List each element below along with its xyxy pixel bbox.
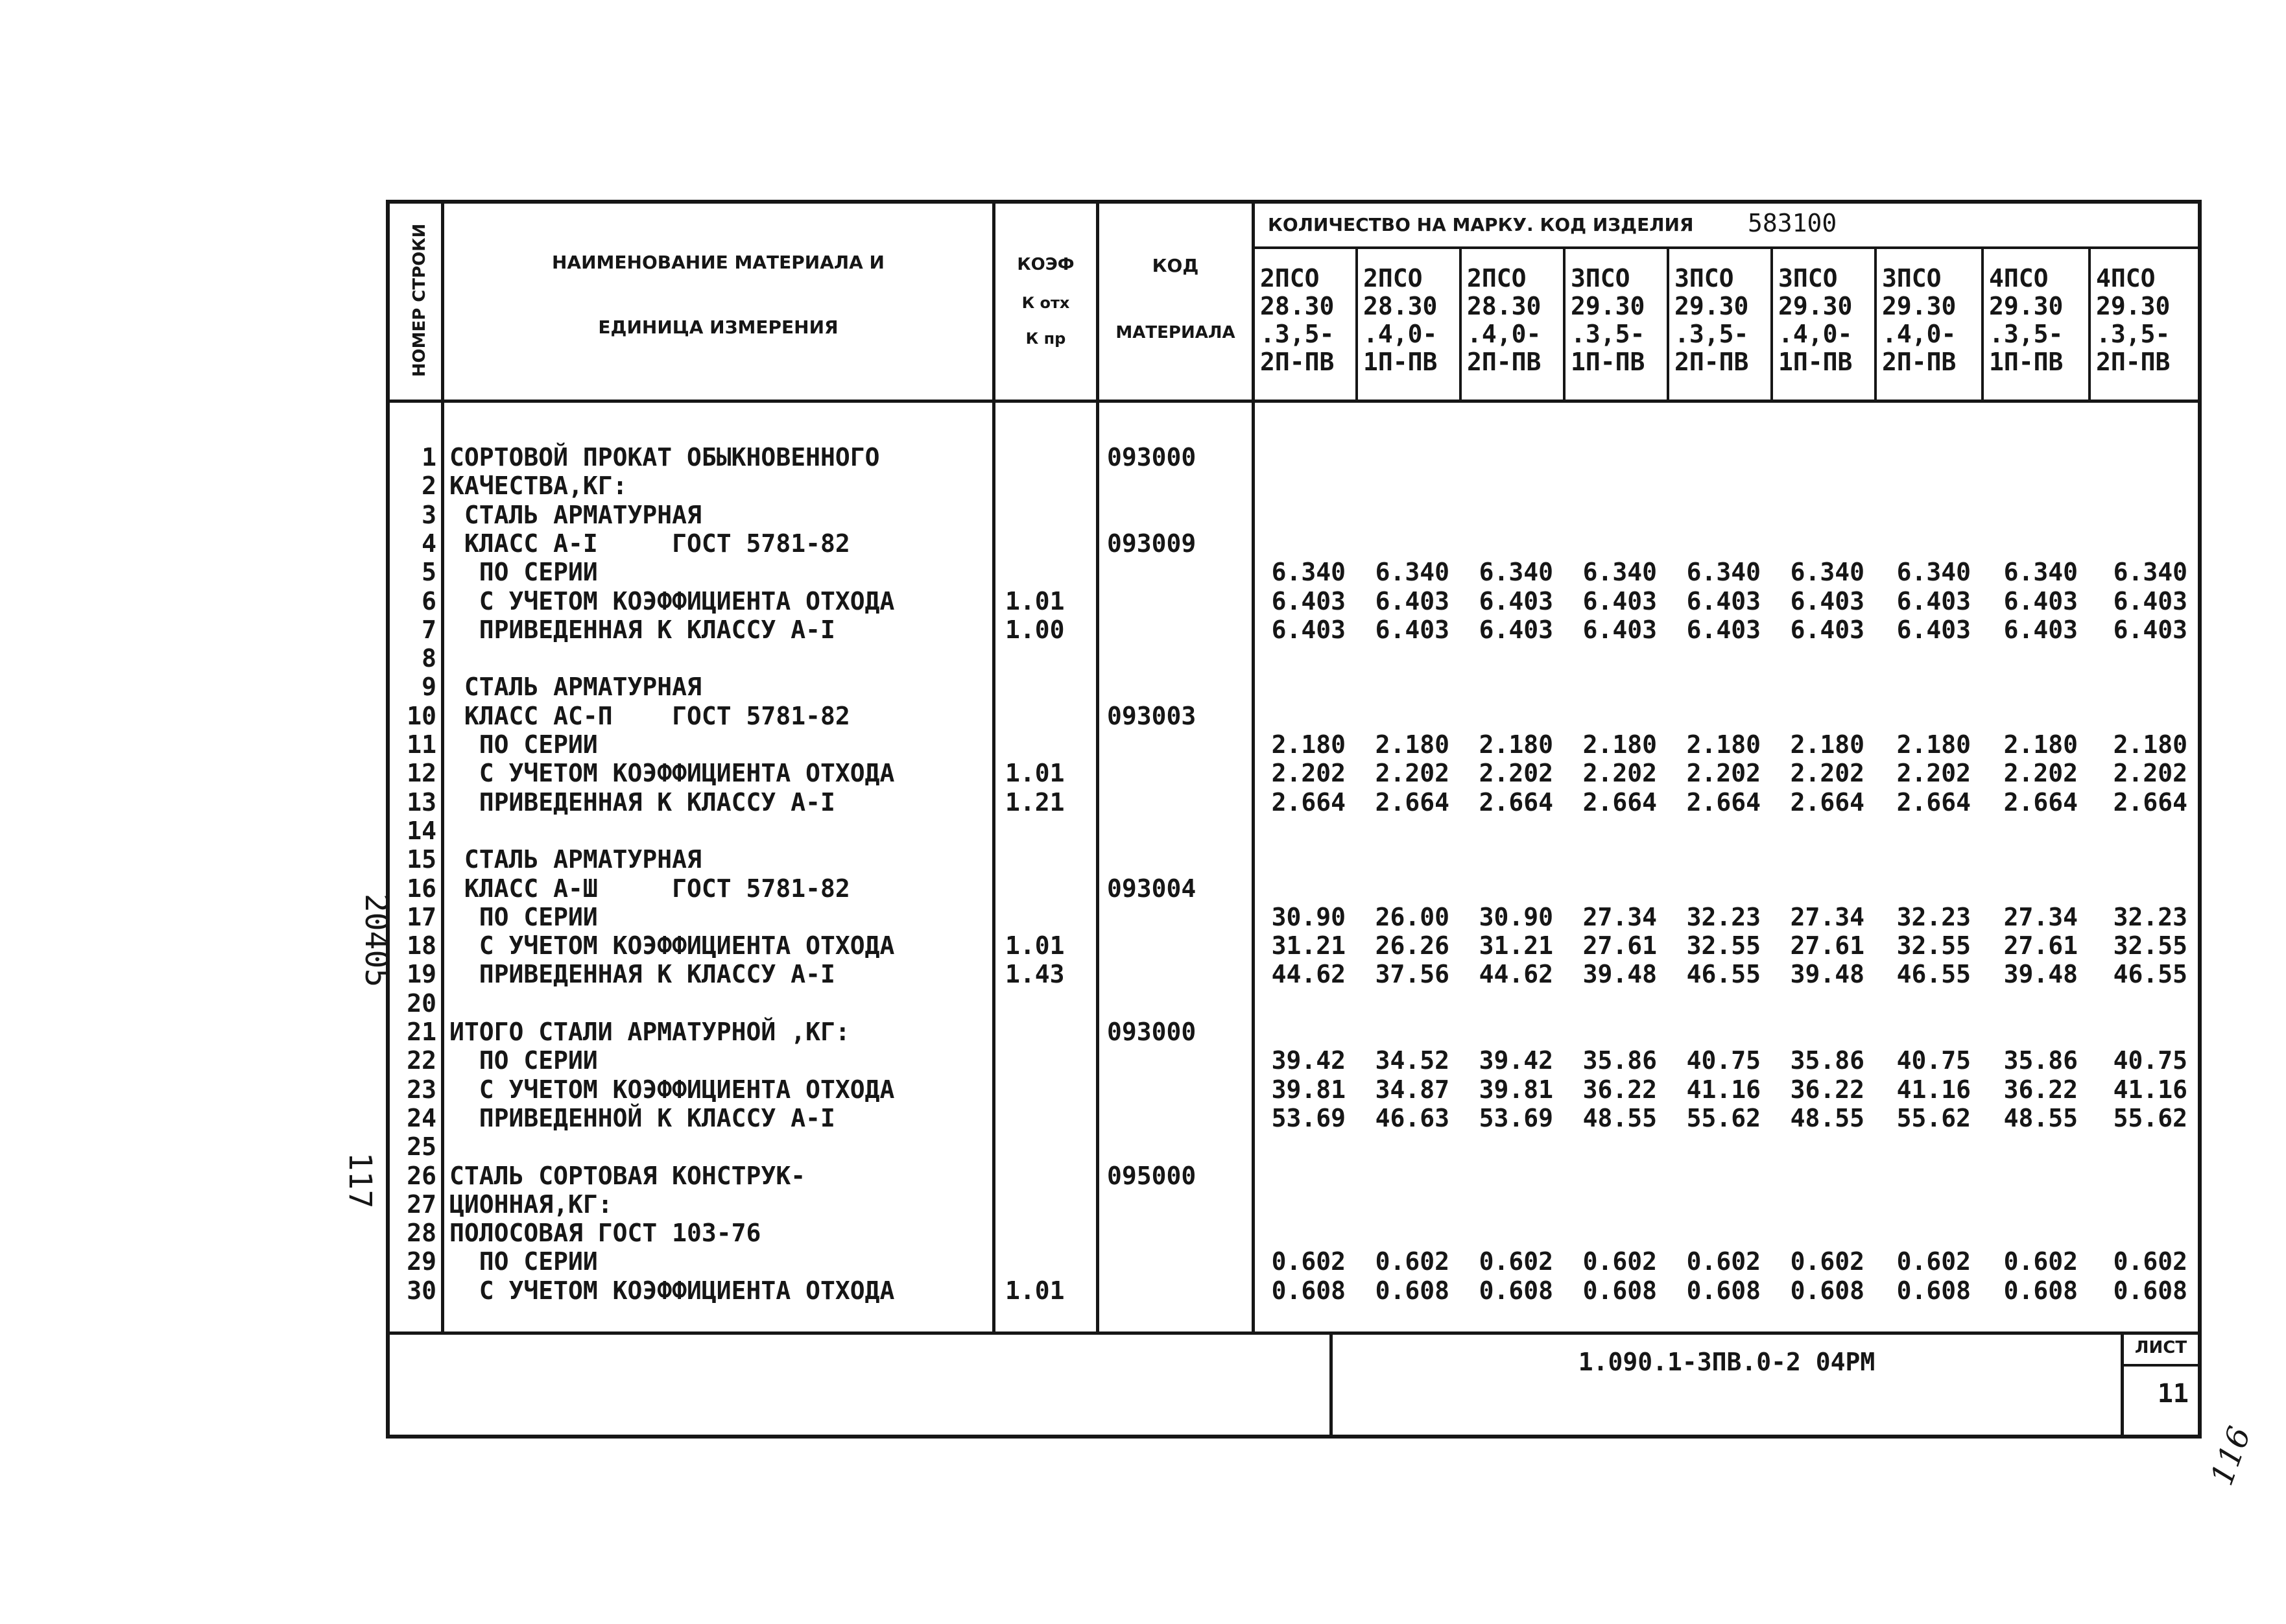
quantity-value: 40.75 (2113, 1046, 2187, 1075)
row-number: 17 (407, 903, 436, 931)
quantity-value: 34.52 (1375, 1046, 1449, 1075)
material-name: ПО СЕРИИ (449, 558, 598, 586)
quantity-value: 2.664 (2113, 788, 2187, 817)
quantity-value: 2.180 (1375, 730, 1449, 759)
mark-line: 1П-ПВ (1778, 348, 1853, 376)
material-name: ИТОГО СТАЛИ АРМАТУРНОЙ ,КГ: (449, 1018, 850, 1046)
quantity-value: 0.608 (1896, 1276, 1971, 1305)
coefficient: 1.01 (1005, 1276, 1065, 1305)
quantity-value: 34.87 (1375, 1075, 1449, 1104)
row-number: 14 (407, 817, 436, 845)
mark-line: 2ПСО (1363, 264, 1423, 293)
quantity-value: 36.22 (1582, 1075, 1657, 1104)
row-number: 21 (407, 1018, 436, 1046)
coef-reduce-header: К пр (1025, 329, 1066, 348)
row-number: 29 (407, 1247, 436, 1276)
quantity-value: 0.602 (1790, 1247, 1864, 1276)
code-material-header: МАТЕРИАЛА (1115, 323, 1235, 342)
quantity-value: 30.90 (1271, 903, 1346, 931)
quantity-value: 48.55 (2003, 1104, 2078, 1132)
quantity-value: 48.55 (1790, 1104, 1864, 1132)
quantity-value: 6.340 (1790, 558, 1864, 586)
row-number: 26 (407, 1162, 436, 1190)
code-header: КОД (1152, 255, 1199, 276)
material-code: 093000 (1107, 1018, 1197, 1046)
mark-line: 4ПСО (2096, 264, 2156, 293)
material-name: ПРИВЕДЕННАЯ К КЛАССУ А-I (449, 615, 835, 644)
mark-line: 2П-ПВ (1674, 348, 1749, 376)
quantity-value: 39.42 (1479, 1046, 1553, 1075)
quantity-value: 2.202 (1375, 759, 1449, 787)
quantity-value: 6.340 (1479, 558, 1553, 586)
quantity-value: 0.602 (1479, 1247, 1553, 1276)
product-code: 583100 (1748, 209, 1837, 237)
material-code: 095000 (1107, 1162, 1197, 1190)
quantity-value: 37.56 (1375, 960, 1449, 988)
material-name: С УЧЕТОМ КОЭФФИЦИЕНТА ОТХОДА (449, 1276, 895, 1305)
quantity-value: 55.62 (1896, 1104, 1971, 1132)
quantity-value: 0.602 (1896, 1247, 1971, 1276)
quantity-value: 32.55 (2113, 931, 2187, 960)
quantity-value: 26.00 (1375, 903, 1449, 931)
quantity-value: 32.23 (2113, 903, 2187, 931)
quantity-value: 0.602 (1271, 1247, 1346, 1276)
quantity-value: 27.61 (1582, 931, 1657, 960)
quantity-value: 6.403 (1896, 615, 1971, 644)
quantity-value: 0.602 (1582, 1247, 1657, 1276)
quantity-value: 44.62 (1479, 960, 1553, 988)
material-name: СТАЛЬ АРМАТУРНАЯ (449, 501, 702, 529)
mark-line: 1П-ПВ (1989, 348, 2064, 376)
quantity-value: 27.34 (2003, 903, 2078, 931)
quantity-value: 2.202 (2003, 759, 2078, 787)
mark-line: .4,0- (1882, 320, 1957, 348)
document-code: 1.090.1-3ПВ.0-2 04РМ (1578, 1348, 1875, 1376)
row-number: 23 (407, 1075, 436, 1104)
quantity-value: 53.69 (1271, 1104, 1346, 1132)
mark-line: 2П-ПВ (1882, 348, 1957, 376)
material-code: 093000 (1107, 443, 1197, 472)
row-number: 18 (407, 931, 436, 960)
quantity-value: 6.403 (1896, 587, 1971, 615)
coef-waste-header: К отх (1021, 294, 1070, 312)
mark-line: 29.30 (1778, 292, 1853, 320)
material-name: КЛАСС А-Ш ГОСТ 5781-82 (449, 874, 850, 903)
mark-line: 3ПСО (1778, 264, 1838, 293)
quantity-value: 2.202 (1686, 759, 1761, 787)
mark-line: 28.30 (1467, 292, 1542, 320)
row-number: 10 (407, 702, 436, 730)
quantity-value: 2.202 (1582, 759, 1657, 787)
row-number: 28 (407, 1219, 436, 1247)
quantity-value: 36.22 (2003, 1075, 2078, 1104)
quantity-value: 6.403 (1790, 615, 1864, 644)
quantity-value: 53.69 (1479, 1104, 1553, 1132)
quantity-value: 2.180 (1271, 730, 1346, 759)
quantity-header: КОЛИЧЕСТВО НА МАРКУ. КОД ИЗДЕЛИЯ (1268, 214, 1694, 235)
quantity-value: 39.48 (1790, 960, 1864, 988)
quantity-value: 31.21 (1271, 931, 1346, 960)
material-name: С УЧЕТОМ КОЭФФИЦИЕНТА ОТХОДА (449, 587, 895, 615)
coefficient: 1.01 (1005, 759, 1065, 787)
quantity-value: 6.403 (1479, 587, 1553, 615)
mark-line: 1П-ПВ (1571, 348, 1645, 376)
coefficient: 1.43 (1005, 960, 1065, 988)
mark-line: .3,5- (2096, 320, 2171, 348)
row-number: 9 (422, 673, 436, 701)
quantity-value: 27.34 (1582, 903, 1657, 931)
quantity-value: 6.403 (1686, 615, 1761, 644)
mark-line: 28.30 (1363, 292, 1438, 320)
material-name: КЛАСС А-I ГОСТ 5781-82 (449, 529, 850, 558)
row-number: 6 (422, 587, 436, 615)
coefficient: 1.00 (1005, 615, 1065, 644)
quantity-value: 46.63 (1375, 1104, 1449, 1132)
quantity-value: 46.55 (1686, 960, 1761, 988)
quantity-value: 6.340 (2113, 558, 2187, 586)
mark-line: 2П-ПВ (1260, 348, 1335, 376)
quantity-value: 6.340 (1375, 558, 1449, 586)
mark-line: 2ПСО (1260, 264, 1320, 293)
quantity-value: 40.75 (1896, 1046, 1971, 1075)
quantity-value: 27.61 (1790, 931, 1864, 960)
quantity-value: 6.403 (2003, 587, 2078, 615)
quantity-value: 35.86 (1790, 1046, 1864, 1075)
row-number-header: НОМЕР СТРОКИ (410, 223, 429, 377)
material-code: 093004 (1107, 874, 1197, 903)
quantity-value: 35.86 (1582, 1046, 1657, 1075)
quantity-value: 48.55 (1582, 1104, 1657, 1132)
mark-line: 29.30 (1882, 292, 1957, 320)
quantity-value: 0.608 (1686, 1276, 1761, 1305)
quantity-value: 6.340 (1896, 558, 1971, 586)
quantity-value: 2.180 (2113, 730, 2187, 759)
quantity-value: 6.340 (1582, 558, 1657, 586)
mark-line: 29.30 (1674, 292, 1749, 320)
quantity-value: 27.34 (1790, 903, 1864, 931)
quantity-value: 2.664 (1375, 788, 1449, 817)
material-name: С УЧЕТОМ КОЭФФИЦИЕНТА ОТХОДА (449, 759, 895, 787)
row-number: 4 (422, 529, 436, 558)
quantity-value: 30.90 (1479, 903, 1553, 931)
quantity-value: 2.180 (1896, 730, 1971, 759)
material-code: 093003 (1107, 702, 1197, 730)
quantity-value: 0.608 (1479, 1276, 1553, 1305)
row-number: 30 (407, 1276, 436, 1305)
quantity-value: 46.55 (2113, 960, 2187, 988)
quantity-value: 2.180 (1582, 730, 1657, 759)
quantity-value: 26.26 (1375, 931, 1449, 960)
mark-line: 2П-ПВ (1467, 348, 1542, 376)
material-name: КАЧЕСТВА,КГ: (449, 472, 628, 500)
sheet-label: ЛИСТ (2134, 1338, 2187, 1357)
quantity-value: 2.664 (1582, 788, 1657, 817)
quantity-value: 32.23 (1686, 903, 1761, 931)
quantity-value: 2.664 (2003, 788, 2078, 817)
unit-header: ЕДИНИЦА ИЗМЕРЕНИЯ (598, 316, 839, 338)
quantity-value: 0.608 (1271, 1276, 1346, 1305)
mark-line: 3ПСО (1571, 264, 1630, 293)
row-number: 5 (422, 558, 436, 586)
row-number: 3 (422, 501, 436, 529)
mark-line: .4,0- (1363, 320, 1438, 348)
mark-line: 29.30 (2096, 292, 2171, 320)
material-name: ПО СЕРИИ (449, 903, 598, 931)
quantity-value: 2.664 (1686, 788, 1761, 817)
drawing-sheet (386, 200, 2202, 1439)
material-name: ПРИВЕДЕННАЯ К КЛАССУ А-I (449, 960, 835, 988)
quantity-value: 6.403 (1479, 615, 1553, 644)
mark-line: 3ПСО (1674, 264, 1734, 293)
material-name: ПО СЕРИИ (449, 1247, 598, 1276)
quantity-value: 32.55 (1896, 931, 1971, 960)
quantity-value: 0.602 (2113, 1247, 2187, 1276)
row-number: 16 (407, 874, 436, 903)
quantity-value: 44.62 (1271, 960, 1346, 988)
material-name: КЛАСС АС-П ГОСТ 5781-82 (449, 702, 850, 730)
row-number: 25 (407, 1132, 436, 1161)
quantity-value: 39.81 (1479, 1075, 1553, 1104)
quantity-value: 2.202 (2113, 759, 2187, 787)
mark-line: .3,5- (1674, 320, 1749, 348)
mark-line: .3,5- (1989, 320, 2064, 348)
mark-line: .3,5- (1260, 320, 1335, 348)
handwritten-page-number: 116 (2204, 1422, 2258, 1490)
mark-line: 28.30 (1260, 292, 1335, 320)
quantity-value: 6.403 (1375, 587, 1449, 615)
quantity-value: 2.202 (1896, 759, 1971, 787)
quantity-value: 2.180 (2003, 730, 2078, 759)
coefficient: 1.01 (1005, 587, 1065, 615)
material-name: СОРТОВОЙ ПРОКАТ ОБЫКНОВЕННОГО (449, 443, 880, 472)
row-number: 8 (422, 644, 436, 673)
sheet-number: 11 (2157, 1379, 2189, 1409)
quantity-value: 6.403 (2113, 615, 2187, 644)
coefficient: 1.01 (1005, 931, 1065, 960)
quantity-value: 39.81 (1271, 1075, 1346, 1104)
quantity-value: 6.340 (2003, 558, 2078, 586)
mark-line: 1П-ПВ (1363, 348, 1438, 376)
quantity-value: 0.608 (1790, 1276, 1864, 1305)
quantity-value: 6.403 (2113, 587, 2187, 615)
quantity-value: 32.23 (1896, 903, 1971, 931)
quantity-value: 2.202 (1271, 759, 1346, 787)
quantity-value: 35.86 (2003, 1046, 2078, 1075)
quantity-value: 41.16 (2113, 1075, 2187, 1104)
row-number: 15 (407, 845, 436, 874)
row-number: 19 (407, 960, 436, 988)
mark-line: 2П-ПВ (2096, 348, 2171, 376)
mark-line: 29.30 (1571, 292, 1645, 320)
material-name: СТАЛЬ АРМАТУРНАЯ (449, 845, 702, 874)
quantity-value: 39.48 (1582, 960, 1657, 988)
quantity-value: 31.21 (1479, 931, 1553, 960)
quantity-value: 2.202 (1479, 759, 1553, 787)
quantity-value: 0.602 (1375, 1247, 1449, 1276)
quantity-value: 0.602 (1686, 1247, 1761, 1276)
material-name: ПРИВЕДЕННАЯ К КЛАССУ А-I (449, 788, 835, 817)
material-name: ЦИОННАЯ,КГ: (449, 1190, 613, 1219)
row-number: 27 (407, 1190, 436, 1219)
row-number: 24 (407, 1104, 436, 1132)
quantity-value: 6.403 (1375, 615, 1449, 644)
mark-line: .4,0- (1778, 320, 1853, 348)
quantity-value: 6.403 (2003, 615, 2078, 644)
quantity-value: 2.664 (1896, 788, 1971, 817)
quantity-value: 41.16 (1686, 1075, 1761, 1104)
quantity-value: 36.22 (1790, 1075, 1864, 1104)
quantity-value: 2.664 (1271, 788, 1346, 817)
quantity-value: 41.16 (1896, 1075, 1971, 1104)
mark-line: 29.30 (1989, 292, 2064, 320)
quantity-value: 0.608 (2003, 1276, 2078, 1305)
quantity-value: 6.403 (1686, 587, 1761, 615)
quantity-value: 32.55 (1686, 931, 1761, 960)
row-number: 22 (407, 1046, 436, 1075)
mark-line: 3ПСО (1882, 264, 1942, 293)
quantity-value: 6.340 (1271, 558, 1346, 586)
quantity-value: 2.664 (1790, 788, 1864, 817)
row-number: 20 (407, 989, 436, 1018)
quantity-value: 0.608 (2113, 1276, 2187, 1305)
quantity-value: 40.75 (1686, 1046, 1761, 1075)
material-name: СТАЛЬ АРМАТУРНАЯ (449, 673, 702, 701)
page-number-117: 117 (342, 1152, 378, 1209)
material-name: ПРИВЕДЕННОЙ К КЛАССУ А-I (449, 1104, 835, 1132)
quantity-value: 0.608 (1582, 1276, 1657, 1305)
mark-line: 2ПСО (1467, 264, 1527, 293)
quantity-value: 2.180 (1479, 730, 1553, 759)
row-number: 13 (407, 788, 436, 817)
row-number: 11 (407, 730, 436, 759)
inventory-number: 20405 (358, 893, 394, 988)
quantity-value: 55.62 (1686, 1104, 1761, 1132)
quantity-value: 55.62 (2113, 1104, 2187, 1132)
material-name: ПОЛОСОВАЯ ГОСТ 103-76 (449, 1219, 761, 1247)
row-number: 12 (407, 759, 436, 787)
quantity-value: 0.608 (1375, 1276, 1449, 1305)
quantity-value: 27.61 (2003, 931, 2078, 960)
material-name: ПО СЕРИИ (449, 1046, 598, 1075)
quantity-value: 6.403 (1582, 587, 1657, 615)
quantity-value: 2.202 (1790, 759, 1864, 787)
quantity-value: 0.602 (2003, 1247, 2078, 1276)
row-number: 2 (422, 472, 436, 500)
quantity-value: 2.180 (1790, 730, 1864, 759)
quantity-value: 6.340 (1686, 558, 1761, 586)
material-code: 093009 (1107, 529, 1197, 558)
mark-line: 4ПСО (1989, 264, 2049, 293)
quantity-value: 6.403 (1271, 587, 1346, 615)
quantity-value: 39.42 (1271, 1046, 1346, 1075)
quantity-value: 39.48 (2003, 960, 2078, 988)
material-name: ПО СЕРИИ (449, 730, 598, 759)
mark-line: .3,5- (1571, 320, 1645, 348)
material-name: СТАЛЬ СОРТОВАЯ КОНСТРУК- (449, 1162, 806, 1190)
quantity-value: 2.180 (1686, 730, 1761, 759)
coef-header: КОЭФ (1017, 255, 1075, 274)
material-name-header: НАИМЕНОВАНИЕ МАТЕРИАЛА И (551, 252, 885, 273)
quantity-value: 6.403 (1790, 587, 1864, 615)
mark-line: .4,0- (1467, 320, 1542, 348)
quantity-value: 46.55 (1896, 960, 1971, 988)
quantity-value: 6.403 (1582, 615, 1657, 644)
coefficient: 1.21 (1005, 788, 1065, 817)
row-number: 7 (422, 615, 436, 644)
quantity-value: 2.664 (1479, 788, 1553, 817)
material-name: С УЧЕТОМ КОЭФФИЦИЕНТА ОТХОДА (449, 1075, 895, 1104)
quantity-value: 6.403 (1271, 615, 1346, 644)
material-name: С УЧЕТОМ КОЭФФИЦИЕНТА ОТХОДА (449, 931, 895, 960)
row-number: 1 (422, 443, 436, 472)
